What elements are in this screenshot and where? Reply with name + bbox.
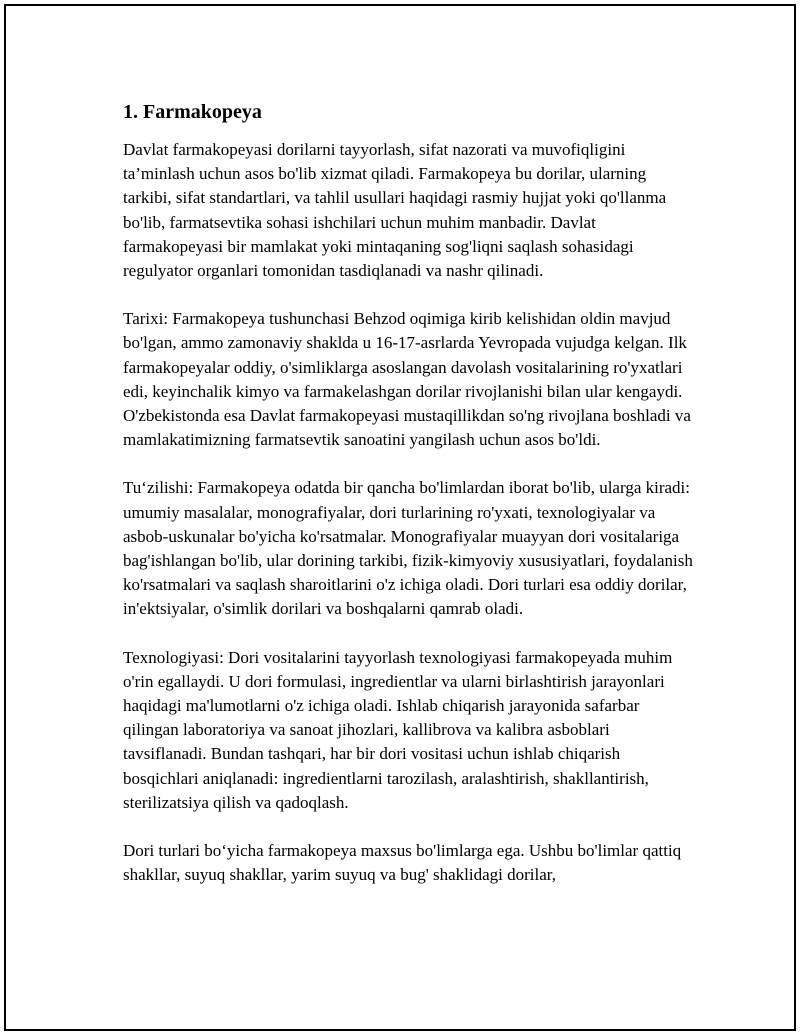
paragraph-intro: Davlat farmakopeyasi dorilarni tayyorlash, sifat nazorati va muvofiqligini ta’minlash uchun asos bo'lib xizmat qiladi. Farmakopeya bu dorilar, ularning tarkibi, sifat standartlari, va tahlil usullari haqidagi rasmiy hujjat yoki qo'llanma bo'lib, farmatsevtika sohasi ishchilari uchun muhim manbadir. Davlat farmakopeyasi bir mamlakat yoki mintaqaning sog'liqni saqlash sohasidagi regulyator organlari tomonidan tasdiqlanadi va nashr qilinadi. xyxy=(123,140,667,281)
paragraph-structure: Tu‘zilishi: Farmakopeya odatda bir qancha bo'limlardan iborat bo'lib, ularga kiradi: umumiy masalalar, monografiyalar, dori turlarining ro'yxati, texnologiyalar va asbob-uskunalar bo'yicha ko'rsatmalar. Monografiyalar muayyan dori vositalariga bag'ishlangan bo'lib, ular dorining tarkibi, fizik-kimyoviy xususiyatlari, foydalanish ko'rsatmalari va saqlash sharoitlarini o'z ichiga oladi. Dori turlari esa oddiy dorilar, in'ektsiyalar, o'simlik dorilari va boshqalarni qamrab oladi. xyxy=(123,478,693,619)
paragraph-technology: Texnologiyasi: Dori vositalarini tayyorlash texnologiyasi farmakopeyada muhim o'rin egallaydi. U dori formulasi, ingredientlar va ularni birlashtirish jarayonlari haqidagi ma'lumotlarni o'z ichiga oladi. Ishlab chiqarish jarayonida safarbar qilingan laboratoriya va sanoat jihozlari, kallibrova va kalibra asboblari tavsiflanadi. Bundan tashqari, har bir dori vositasi uchun ishlab chiqarish bosqichlari aniqlanadi: ingredientlarni tarozilash, aralashtirish, shakllantirish, sterilizatsiya qilish va qadoqlash. xyxy=(123,647,673,812)
paragraph-history: Tarixi: Farmakopeya tushunchasi Behzod oqimiga kirib kelishidan oldin mavjud bo'lgan, ammo zamonaviy shaklda u 16-17-asrlarda Yevropada vujudga kelgan. Ilk farmakopeyalar oddiy, o'simliklarga asoslangan davolash vositalarining ro'yxatlari edi, keyinchalik kimyo va farmakelashgan dorilar rivojlanishi bilan ular kengaydi. O'zbekistonda esa Davlat farmakopeyasi mustaqillikdan so'ng rivojlana boshladi va mamlakatimizning farmatsevtik sanoatini yangilash uchun asos bo'ldi. xyxy=(123,309,691,450)
paragraph-dosage-forms: Dori turlari bo‘yicha farmakopeya maxsus bo'limlarga ega. Ushbu bo'limlar qattiq shakllar, suyuq shakllar, yarim suyuq va bug' shaklidagi dorilar, xyxy=(123,841,682,885)
document-body xyxy=(120,96,696,911)
document-title: 1. Farmakopeya xyxy=(123,101,262,123)
page-frame xyxy=(4,4,796,1031)
